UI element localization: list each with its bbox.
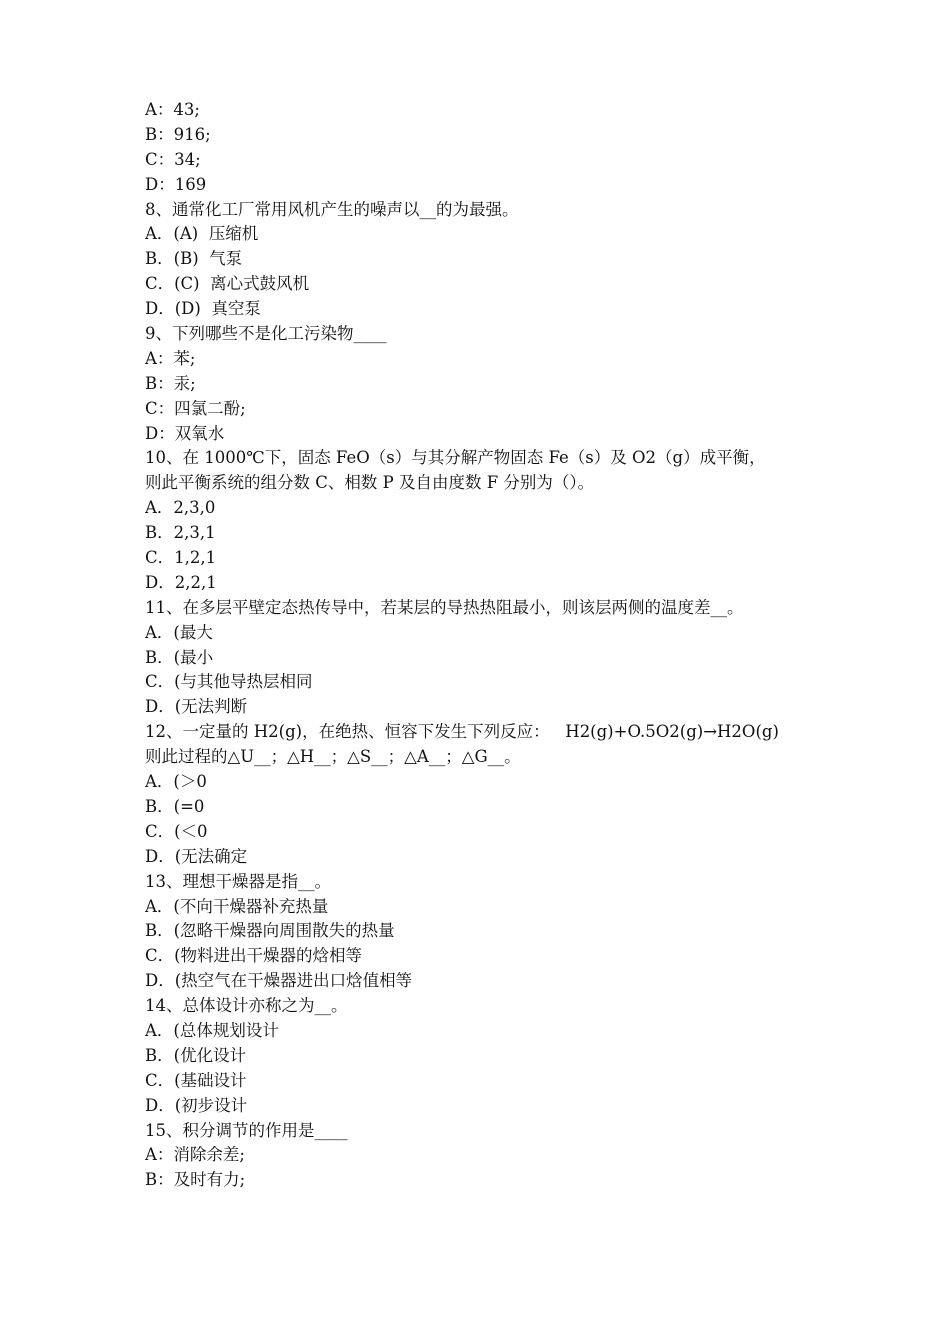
question-12-continued: 则此过程的△U__；△H__；△S__；△A__；△G__。 xyxy=(145,747,521,767)
option-line: B：及时有力; xyxy=(145,1170,246,1190)
option-line: A．(最大 xyxy=(145,622,213,642)
option-line: D．(初步设计 xyxy=(145,1095,248,1115)
question-15: 15、积分调节的作用是____ xyxy=(145,1120,348,1140)
option-line: B．(=0 xyxy=(145,796,205,816)
option-line: B．(最小 xyxy=(145,647,214,667)
option-line: A：43; xyxy=(145,100,200,119)
option-line: B：汞; xyxy=(145,373,196,393)
question-11: 11、在多层平壁定态热传导中，若某层的导热热阻最小，则该层两侧的温度差__。 xyxy=(145,597,744,617)
option-line: C．(与其他导热层相同 xyxy=(145,672,313,692)
option-line: D．2,2,1 xyxy=(145,572,217,592)
option-line: C．(物料进出干燥器的焓相等 xyxy=(145,946,363,966)
question-10: 10、在 1000℃下，固态 FeO（s）与其分解产物固态 Fe（s）及 O2（g）成平衡， xyxy=(145,448,766,468)
option-line: A．(A) 压缩机 xyxy=(145,224,259,244)
option-line: B．2,3,1 xyxy=(145,523,216,543)
option-line: A：消除余差; xyxy=(145,1145,245,1165)
option-line: C：四氯二酚; xyxy=(145,398,246,418)
question-14: 14、总体设计亦称之为__。 xyxy=(145,996,348,1016)
question-9: 9、下列哪些不是化工污染物____ xyxy=(145,324,387,344)
option-line: A．(不向干燥器补充热量 xyxy=(145,896,329,916)
option-line: B．(优化设计 xyxy=(145,1045,247,1065)
option-line: C：34; xyxy=(145,149,201,169)
option-line: A：苯; xyxy=(145,348,196,368)
option-line: D：169 xyxy=(145,174,207,194)
option-line: A．2,3,0 xyxy=(145,498,216,518)
option-line: C．1,2,1 xyxy=(145,548,217,568)
option-line: D．(热空气在干燥器进出口焓值相等 xyxy=(145,971,413,991)
option-line: A．(＞0 xyxy=(145,772,207,792)
option-line: C．(＜0 xyxy=(145,821,208,841)
question-12: 12、一定量的 H2(g)，在绝热、恒容下发生下列反应： H2(g)+O.5O2(g)→H2O(g) xyxy=(145,722,779,742)
document-body xyxy=(145,98,825,1193)
option-line: D．(无法判断 xyxy=(145,697,248,717)
option-line: A．(总体规划设计 xyxy=(145,1020,279,1040)
question-10-continued: 则此平衡系统的组分数 C、相数 P 及自由度数 F 分别为（）。 xyxy=(145,473,595,493)
option-line: D．(无法确定 xyxy=(145,846,248,866)
option-line: B．(忽略干燥器向周围散失的热量 xyxy=(145,921,395,941)
option-line: B．(B) 气泵 xyxy=(145,249,243,269)
question-8: 8、通常化工厂常用风机产生的噪声以__的为最强。 xyxy=(145,199,519,219)
option-line: D．(D) 真空泵 xyxy=(145,299,261,319)
option-line: D：双氧水 xyxy=(145,423,225,443)
option-line: B：916; xyxy=(145,124,211,144)
option-line: C．(C) 离心式鼓风机 xyxy=(145,274,310,294)
question-13: 13、理想干燥器是指__。 xyxy=(145,871,331,891)
option-line: C．(基础设计 xyxy=(145,1070,247,1090)
